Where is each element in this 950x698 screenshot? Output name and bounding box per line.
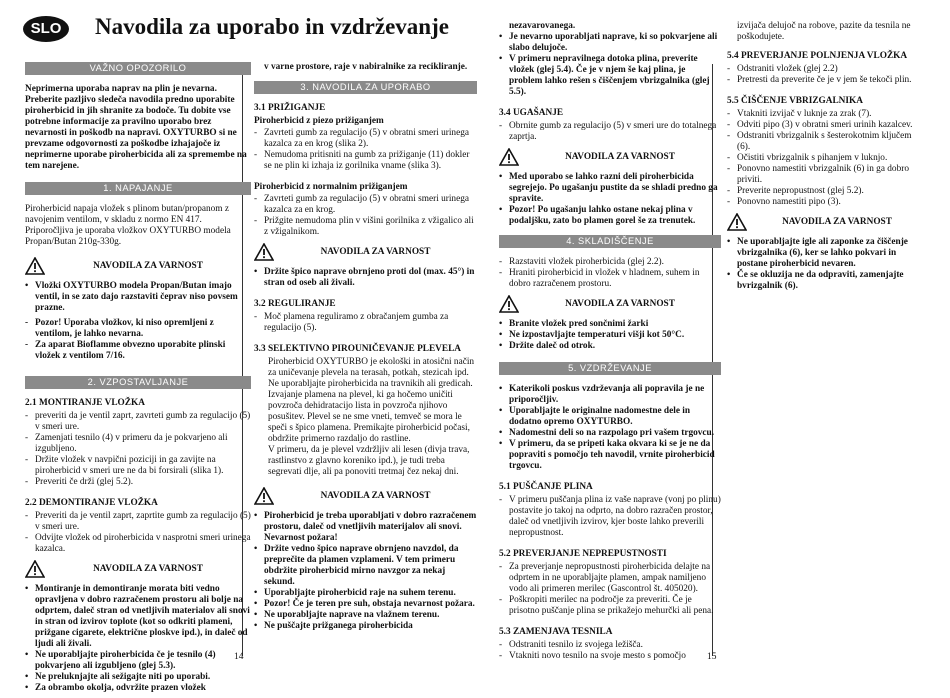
safety-list: [25, 281, 251, 314]
safety-warning-label: NAVODILA ZA VARNOST: [565, 299, 675, 309]
list-item: • Uporabljajte piroherbicid raje na suhem terenu.: [254, 588, 477, 599]
seal-replacement-list: [499, 640, 721, 662]
continued-safety-list: [499, 32, 721, 98]
list-item: - Pozor! Uporaba vložkov, ki niso opremljeni z ventilom, je lahko nevarna.: [25, 318, 251, 340]
list-item: - Poškropiti merilec na področje za preveriti. Če je prisotno puščanje plina se prikažejo mehurčki ali pena.: [499, 595, 721, 617]
list-item: - Odviti pipo (3) v obratni smeri urinih kazalcev.: [727, 120, 927, 131]
list-item: - Držite vložek v navpični poziciji in ga zavijte na piroherbicid v smeri ure ne da bi forsirali (slika 1).: [25, 455, 251, 477]
column-2: [254, 62, 477, 636]
list-item: - Za aparat Bioflamme obvezno uporabite plinski vložek z ventilom 7/16.: [25, 340, 251, 362]
safety-list: [254, 511, 477, 632]
subheading-normal-ignition: Piroherbicid z normalnim prižiganjem: [254, 182, 408, 192]
section-title-supply: 1. NAPAJANJE: [25, 182, 251, 195]
subsection-title-extinguishing: 3.4 UGAŠANJE: [499, 108, 564, 118]
column-4: [727, 21, 927, 296]
page-number-left: 14: [234, 652, 244, 662]
section-title-maintenance: 5. VZDRŽEVANJE: [499, 362, 721, 375]
safety-warning-heading: [254, 488, 477, 504]
safety-warning-heading: [254, 244, 477, 260]
list-item: • Nadomestni deli so na razpolago pri vašem trgovcu.: [499, 428, 721, 439]
subsection-title-mounting: 2.1 MONTIRANJE VLOŽKA: [25, 398, 145, 408]
list-item: • Montiranje in demontiranje morata biti vedno opravljena v dobro razračenem prostoru ali bolje na odprtem, daleč stran od vnetljivih materialov ali snovi in stran od izvirov toplote (kot so odkriti plameni, prižgane cigarete, električne ploskve ipd.), in daleč od ljudi ali živali.: [25, 584, 251, 650]
list-item: - Preverite nepropustnost (glej 5.2).: [727, 186, 927, 197]
subsection-title-dismounting: 2.2 DEMONTIRANJE VLOŽKA: [25, 498, 158, 508]
warning-icon: [499, 148, 519, 166]
injector-cleaning-list: [727, 109, 927, 208]
safety-warning-heading: [25, 561, 251, 577]
supply-text: Piroherbicid napaja vložek s plinom butan/propanom z navojenim ventilom, v skladu z normo EN 417. Priporočljiva je uporaba vložkov OXYTURBO modela Propan/Butan 210g-330g.: [25, 204, 231, 247]
safety-warning-heading: [25, 258, 251, 274]
safety-warning-heading: [499, 149, 721, 165]
subsection-title-gas-leak: 5.1 PUŠČANJE PLINA: [499, 482, 593, 492]
list-item: - Zamenjati tesnilo (4) v primeru da je pokvarjeno ali izgubljeno.: [25, 433, 251, 455]
safety-list: [25, 584, 251, 694]
list-item: • Vložki OXYTURBO modela Propan/Butan imajo ventil, in se zato dajo razstaviti čeprav niso povsem prazne.: [25, 281, 251, 314]
list-item: - Nemudoma pritisniti na gumb za prižiganje (11) dokler se ne plin ki izhaja iz gorilnika vname (slika 3).: [254, 150, 477, 172]
safety-list: [254, 267, 477, 289]
warning-icon: [727, 213, 747, 231]
list-item: • Uporabljajte le originalne nadomestne dele in dodatno opremo OXYTURBO.: [499, 406, 721, 428]
safety-warning-label: NAVODILA ZA VARNOST: [93, 564, 203, 574]
language-badge: SLO: [23, 16, 69, 42]
list-item: - Odstraniti vložek (glej 2.2): [727, 64, 927, 75]
continued-text: izvijača delujoč na robove, pazite da tesnila ne poškodujete.: [737, 21, 911, 42]
list-item: - Preveriti če drži (glej 5.2).: [25, 477, 251, 488]
weeding-paragraph-2: V primeru, da je plevel vzdržljiv ali lesen (divja trava, rastlinstvo z glavno koreniko ipd.), je tudi treba segrevati dlje, ali pa ponoviti tretmaj čez nekaj dni.: [268, 445, 470, 477]
continued-text: nezavarovanega.: [509, 21, 576, 31]
list-item: • V primeru, da se pripeti kaka okvara ki se je ne da popraviti s pomočjo teh navodil, vrnite piroherbicid trgovcu.: [499, 439, 721, 472]
maintenance-list: [499, 384, 721, 472]
list-item: - Odstraniti tesnilo iz svojega ležišča.: [499, 640, 721, 651]
list-item: - Moč plamena reguliramo z obračanjem gumba za regulacijo (5).: [254, 312, 477, 334]
safety-warning-label: NAVODILA ZA VARNOST: [565, 152, 675, 162]
list-item: - Ponovno namestiti vbrizgalnik (6) in ga dobro priviti.: [727, 164, 927, 186]
list-item: - Ponovno namestiti pipo (3).: [727, 197, 927, 208]
list-item: • Ne preluknjajte ali sežigajte niti po uporabi.: [25, 672, 251, 683]
list-item: • Ne uporabljajte piroherbicida če je tesnilo (4) pokvarjeno ali izgubljeno (glej 5.3).: [25, 650, 251, 672]
subsection-title-injector-cleaning: 5.5 ČIŠČENJE VBRIZGALNIKA: [727, 96, 863, 106]
page-number-right: 15: [707, 652, 717, 662]
mounting-list: [25, 411, 251, 488]
list-item: • Katerikoli poskus vzdrževanja ali popravila je ne priporočljiv.: [499, 384, 721, 406]
list-item: - Vtakniti novo tesnilo na svoje mesto s pomočjo: [499, 651, 721, 662]
list-item: • Je nevarno uporabljati naprave, ki so pokvarjene ali slabo delujoče.: [499, 32, 721, 54]
list-item: - Preveriti da je ventil zaprt, zaprtite gumb za regulacijo (5) v smeri ure.: [25, 511, 251, 533]
column-1: [25, 62, 251, 698]
list-item: - preveriti da je ventil zaprt, zavrteti gumb za regulacijo (5) v smeri ure.: [25, 411, 251, 433]
list-item: - Za preverjanje nepropustnosti piroherbicida delajte na odprtem in ne uporabljajte plamen, ampak namiljeno vodo ali primeren merilec (Gascontrol št. 405020).: [499, 562, 721, 595]
list-item: - Odvijte vložek od piroherbicida v nasprotni smeri urinega kazalca.: [25, 533, 251, 555]
list-item: • Ne uporabljajte igle ali zaponke za čiščenje vbrizgalnika (6), ker se lahko pokvari in postane piroherbicid nevaren.: [727, 237, 927, 270]
warning-icon: [25, 560, 45, 578]
page-header: [23, 10, 483, 50]
list-item: - Odstraniti vbrizgalnik s šesterokotnim ključem (6).: [727, 131, 927, 153]
list-item: - Pretresti da preverite če je v jem še tekoči plin.: [727, 75, 927, 86]
normal-ignition-list: [254, 194, 477, 238]
safety-warning-heading: [499, 296, 721, 312]
safety-list-dash: [25, 318, 251, 362]
warning-icon: [254, 243, 274, 261]
safety-list: [499, 172, 721, 227]
extinguishing-list: [499, 121, 721, 143]
continued-text: v varne prostore, raje v nabiralnike za recikliranje.: [264, 62, 468, 72]
list-item: • Ne izpostavljajte temperaturi višji kot 50°C.: [499, 330, 721, 341]
list-item: • Piroherbicid je treba uporabljati v dobro razračenem prostoru, daleč od vnetljivih materijalov ali snovi. Nevarnost požara!: [254, 511, 477, 544]
list-item: - Prižgite nemudoma plin v višini gorilnika z vžigalico ali z vžigalnikom.: [254, 216, 477, 238]
list-item: - Zavrteti gumb za regulacijo (5) v obratni smeri urinega kazalca za en krog.: [254, 194, 477, 216]
list-item: • Držite špico naprave obrnjeno proti dol (max. 45°) in stran od oseb ali živali.: [254, 267, 477, 289]
subsection-title-regulating: 3.2 REGULIRANJE: [254, 299, 336, 309]
subheading-piezo: Piroherbicid z piezo prižiganjem: [254, 116, 384, 126]
warning-icon: [25, 257, 45, 275]
list-item: - Vtakniti izvijač v luknje za zrak (7).: [727, 109, 927, 120]
piezo-list: [254, 128, 477, 172]
subsection-title-cartridge-check: 5.4 PREVERJANJE POLNJENJA VLOŽKA: [727, 51, 908, 61]
list-item: - Očistiti vbrizgalnik s pihanjem v luknjo.: [727, 153, 927, 164]
list-item: • Držite daleč od otrok.: [499, 341, 721, 352]
list-item: • Pozor! Če je teren pre suh, obstaja nevarnost požara.: [254, 599, 477, 610]
weeding-paragraph-1: Piroherbicid OXYTURBO je ekološki in atosični način za uničevanje plevela na terasah, potkah, stezicah ipd. Ne uporabljajte piroherbicida na travnikih ali gredicah. Izvajanje plamena na plevel, ki ga hočemo uničiti povzroča dehidratacijo lista in povzroča njihovo posušitev. Plevel se ne sme vneti, temveč se mora le speči s špico plamena. Premikajte piroherbicid počasi, obdržite primerno razdaljo do rastline.: [268, 357, 475, 444]
leak-check-list: [499, 562, 721, 617]
column-3: [499, 21, 721, 666]
regulating-list: [254, 312, 477, 334]
list-item: • Držite vedno špico naprave obrnjeno navzdol, da preprečite da plamen vzplameni. V tem primeru obdržite piroherbicid mirno navzgor za nekaj sekund.: [254, 544, 477, 588]
list-item: • Za obrambo okolja, odvržite prazen vložek: [25, 683, 251, 694]
warning-icon: [499, 295, 519, 313]
storage-list: [499, 257, 721, 290]
list-item: - Razstaviti vložek piroherbicida (glej 2.2).: [499, 257, 721, 268]
important-notice-text: Neprimerna uporaba naprav na plin je nevarna. Preberite pazljivo sledeča navodila predno uporabite piroherbicid in jih shranite za bodoče. Tu dobite vse potrebne informacije za pravilno uporabo brez nevarnosti in poškodb na napravi. OXYTURBO si ne prevzame odgovornosti za poškodbe izhajajoče iz neprimerne uporabe piroherbicida ali za spremembe na tem narejene.: [25, 84, 247, 171]
list-item: - V primeru puščanja plina iz vaše naprave (vonj po plinu) postavite jo takoj na odprto, na dobro razračen prostor, daleč od vnetljivih izvirov, kjer boste lahko preverili nepropustnost.: [499, 495, 721, 539]
list-item: • Pozor! Po ugašanju lahko ostane nekaj plina v podaljšku, zato bo plamen gorel še za trenutek.: [499, 205, 721, 227]
safety-list: [727, 237, 927, 292]
safety-list: [499, 319, 721, 352]
gas-leak-list: [499, 495, 721, 539]
list-item: • Ne uporabljajte naprave na vlažnem terenu.: [254, 610, 477, 621]
section-title-important-notice: VAŽNO OPOZORILO: [25, 62, 251, 75]
safety-warning-label: NAVODILA ZA VARNOST: [320, 247, 431, 257]
document-title: Navodila za uporabo in vzdrževanje: [95, 14, 449, 39]
cartridge-check-list: [727, 64, 927, 86]
dismounting-list: [25, 511, 251, 555]
list-item: • Med uporabo se lahko razni deli piroherbicida segrejejo. Po ugašanju pustite da se shladi predno ga spravite.: [499, 172, 721, 205]
list-item: - Zavrteti gumb za regulacijo (5) v obratni smeri urinega kazalca za en krog (slika 2).: [254, 128, 477, 150]
list-item: • V primeru nepravilnega dotoka plina, preverite vložek (glej 5.4). Če je v njem še kaj plina, je problem lahko rešen s čiščenjem vbrizgalnika (glej 5.5).: [499, 54, 721, 98]
subsection-title-seal-replacement: 5.3 ZAMENJAVA TESNILA: [499, 627, 613, 637]
subsection-title-weeding: 3.3 SELEKTIVNO PIROUNIČEVANJE PLEVELA: [254, 344, 461, 354]
section-title-usage: 3. NAVODILA ZA UPORABO: [254, 81, 477, 94]
warning-icon: [254, 487, 274, 505]
subsection-title-ignition: 3.1 PRIŽIGANJE: [254, 103, 326, 113]
section-title-setup: 2. VZPOSTAVLJANJE: [25, 376, 251, 389]
list-item: • Ne puščajte prižganega piroherbicida: [254, 621, 477, 632]
subsection-title-leak-check: 5.2 PREVERJANJE NEPREPUSTNOSTI: [499, 549, 667, 559]
list-item: • Če se okluzija ne da odpraviti, zamenjajte bvrizgalnik (6).: [727, 270, 927, 292]
section-title-storage: 4. SKLADIŠČENJE: [499, 235, 721, 248]
safety-warning-label: NAVODILA ZA VARNOST: [320, 491, 431, 501]
list-item: - Obrnite gumb za regulacijo (5) v smeri ure do totalnega zaprtja.: [499, 121, 721, 143]
safety-warning-heading: [727, 214, 927, 230]
list-item: • Branite vložek pred sončnimi žarki: [499, 319, 721, 330]
list-item: - Hraniti piroherbicid in vložek v hladnem, suhem in dobro razračenem prostoru.: [499, 268, 721, 290]
safety-warning-label: NAVODILA ZA VARNOST: [93, 261, 203, 271]
safety-warning-label: NAVODILA ZA VARNOST: [782, 217, 892, 227]
